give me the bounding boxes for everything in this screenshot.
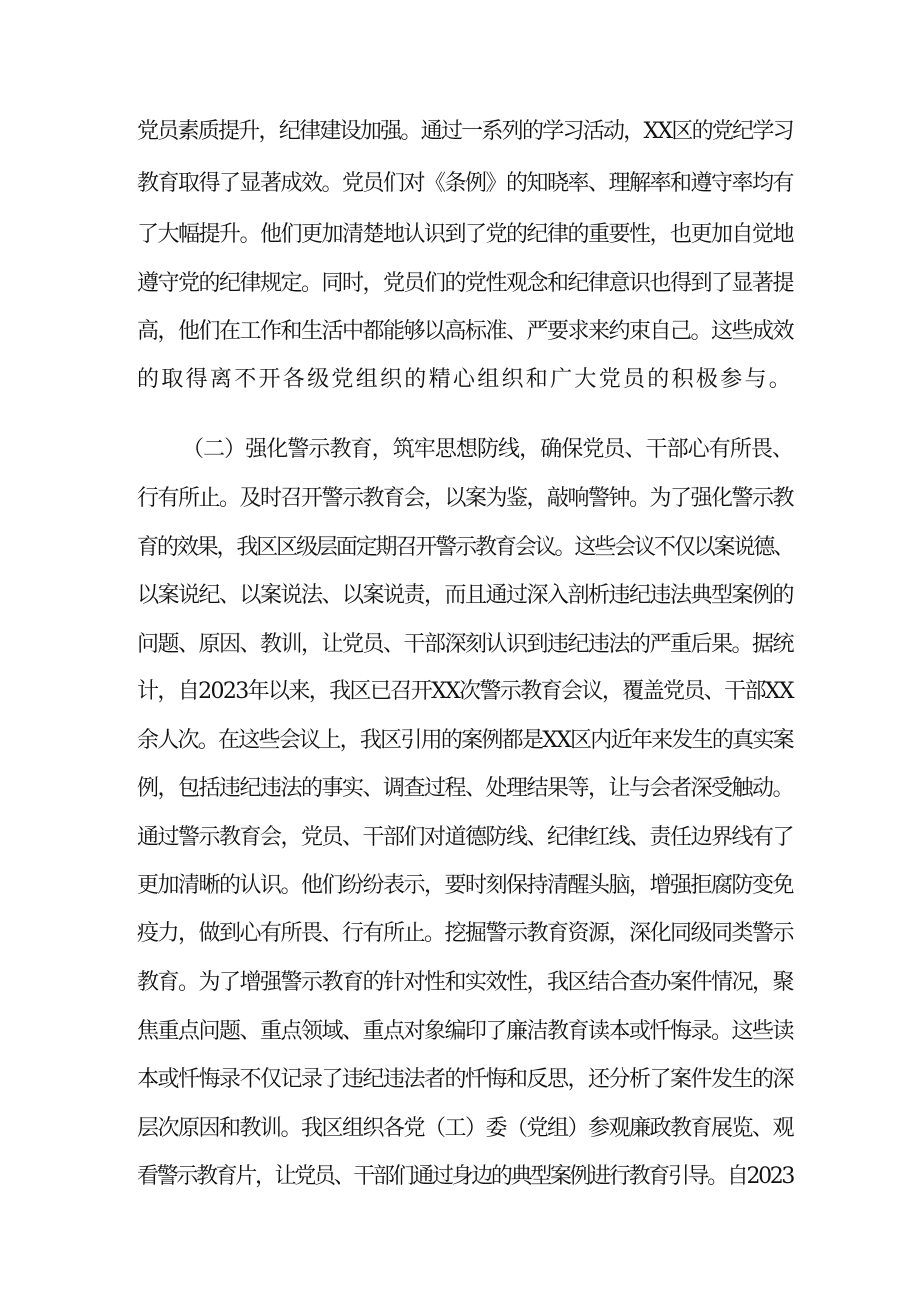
text-line: 遵守党的纪律规定。同时，党员们的党性观念和纪律意识也得到了显著提 — [137, 271, 794, 296]
text-line: 的取得离不开各级党组织的精心组织和广大党员的积极参与。 — [137, 367, 794, 392]
text-line: 计，自2023年以来，我区已召开XX次警示教育会议，覆盖党员、干部XX — [137, 679, 793, 704]
text-line: 看警示教育片，让党员、干部们通过身边的典型案例进行教育引导。自2023 — [137, 1164, 794, 1189]
section-heading-line: （二）强化警示教育，筑牢思想防线，确保党员、干部心有所畏、 — [182, 437, 794, 462]
text-line: 更加清晰的认识。他们纷纷表示，要时刻保持清醒头脑，增强拒腐防变免 — [137, 873, 794, 898]
text-line: 层次原因和教训。我区组织各党（工）委（党组）参观廉政教育展览、观 — [137, 1116, 794, 1141]
text-line: 高，他们在工作和生活中都能够以高标准、严要求来约束自己。这些成效 — [137, 319, 794, 344]
text-line: 问题、原因、教训，让党员、干部深刻认识到违纪违法的严重后果。据统 — [137, 632, 794, 657]
text-line: 行有所止。及时召开警示教育会，以案为鉴，敲响警钟。为了强化警示教 — [137, 486, 794, 511]
text-line: 焦重点问题、重点领域、重点对象编印了廉洁教育读本或忏悔录。这些读 — [137, 1019, 794, 1044]
text-line: 了大幅提升。他们更加清楚地认识到了党的纪律的重要性，也更加自觉地 — [137, 222, 794, 247]
text-line: 教育取得了显著成效。党员们对《条例》的知晓率、理解率和遵守率均有 — [137, 171, 794, 196]
text-line: 育的效果，我区区级层面定期召开警示教育会议。这些会议不仅以案说德、 — [137, 535, 794, 560]
text-line: 通过警示教育会，党员、干部们对道德防线、纪律红线、责任边界线有了 — [137, 825, 794, 850]
text-line: 余人次。在这些会议上，我区引用的案例都是XX区内近年来发生的真实案 — [137, 728, 793, 753]
text-line: 党员素质提升，纪律建设加强。通过一系列的学习活动，XX区的党纪学习 — [137, 119, 793, 144]
text-line: 以案说纪、以案说法、以案说责，而且通过深入剖析违纪违法典型案例的 — [137, 583, 794, 608]
text-line: 疫力，做到心有所畏、行有所止。挖掘警示教育资源，深化同级同类警示 — [137, 921, 794, 946]
text-line: 本或忏悔录不仅记录了违纪违法者的忏悔和反思，还分析了案件发生的深 — [137, 1067, 794, 1092]
text-line: 例，包括违纪违法的事实、调查过程、处理结果等，让与会者深受触动。 — [137, 776, 794, 801]
text-line: 教育。为了增强警示教育的针对性和实效性，我区结合查办案件情况，聚 — [137, 970, 794, 995]
